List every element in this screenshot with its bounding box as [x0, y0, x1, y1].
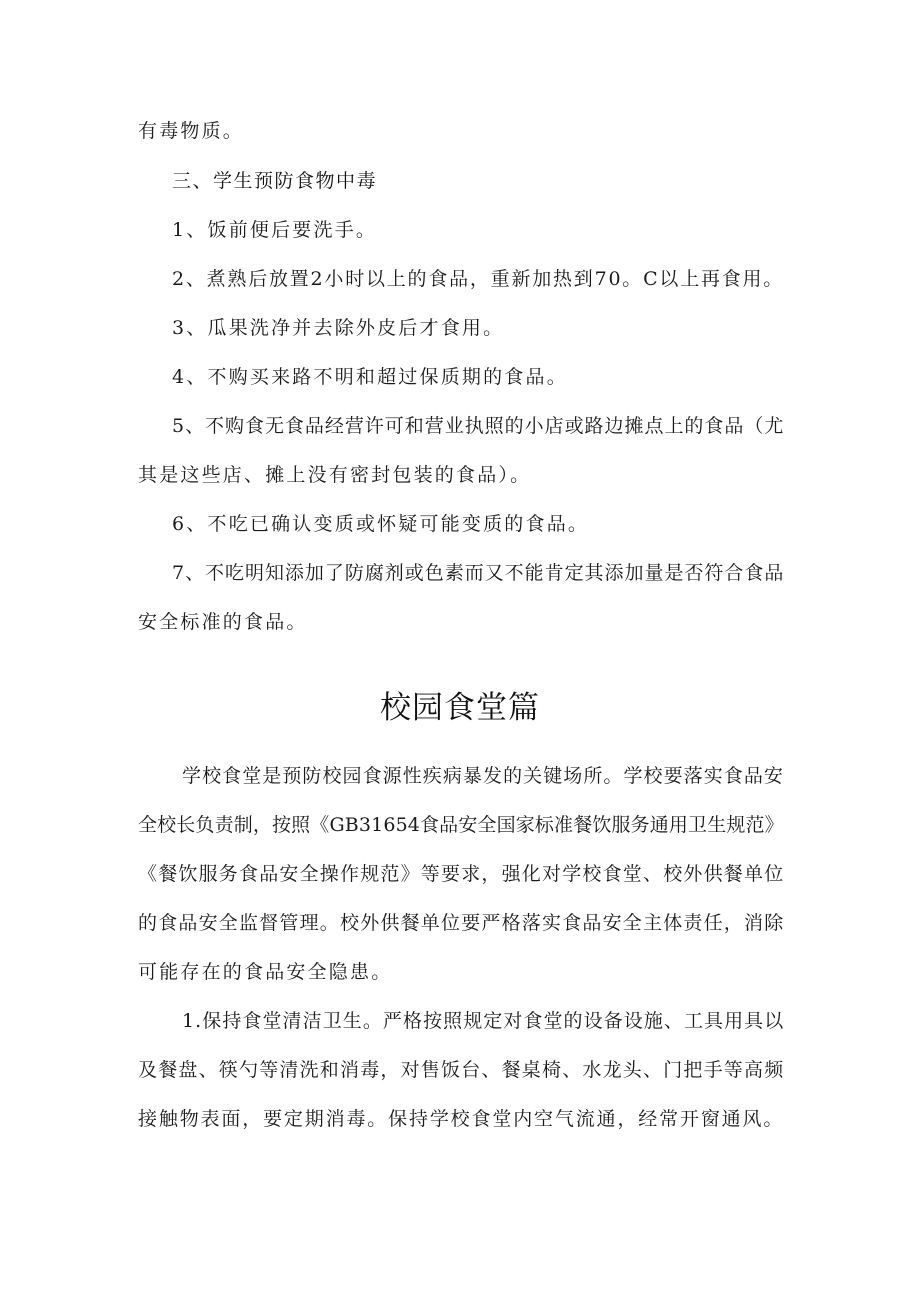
- intro-paragraph-line: 可能存在的食品安全隐患。: [138, 961, 393, 983]
- list-item: 4、不购买来路不明和超过保质期的食品。: [172, 366, 568, 388]
- list-item: 1、饭前便后要洗手。: [172, 219, 378, 241]
- page-title: 校园食堂篇: [380, 690, 540, 726]
- paragraph-continuation: 有毒物质。: [138, 120, 245, 142]
- list-item: 5、不购食无食品经营许可和营业执照的小店或路边摊点上的食品（尤: [172, 415, 785, 437]
- list-item: 6、不吃已确认变质或怀疑可能变质的食品。: [172, 513, 590, 535]
- intro-paragraph-line: 《餐饮服务食品安全操作规范》等要求，强化对学校食堂、校外供餐单位: [138, 863, 785, 885]
- list-item-continuation: 安全标准的食品。: [138, 611, 308, 633]
- list-item: 7、不吃明知添加了防腐剂或色素而又不能肯定其添加量是否符合食品: [172, 562, 785, 584]
- list-item: 3、瓜果洗净并去除外皮后才食用。: [172, 317, 505, 339]
- intro-paragraph-line: 的食品安全监督管理。校外供餐单位要严格落实食品安全主体责任，消除: [138, 912, 785, 934]
- point-paragraph-line: 及餐盘、筷勺等清洗和消毒，对售饭台、餐桌椅、水龙头、门把手等高频: [138, 1059, 785, 1081]
- point-paragraph-line: 接触物表面，要定期消毒。保持学校食堂内空气流通，经常开窗通风。: [138, 1108, 785, 1130]
- section-heading: 三、学生预防食物中毒: [172, 170, 378, 192]
- point-paragraph-line: 1.保持食堂清洁卫生。严格按照规定对食堂的设备设施、工具用具以: [182, 1010, 785, 1032]
- intro-paragraph-line: 全校长负责制，按照《GB31654食品安全国家标准餐饮服务通用卫生规范》: [138, 814, 784, 836]
- intro-paragraph-line: 学校食堂是预防校园食源性疾病暴发的关键场所。学校要落实食品安: [182, 765, 785, 787]
- list-item-continuation: 其是这些店、摊上没有密封包装的食品）。: [138, 464, 532, 486]
- list-item: 2、煮熟后放置2小时以上的食品，重新加热到70。C以上再食用。: [172, 268, 785, 290]
